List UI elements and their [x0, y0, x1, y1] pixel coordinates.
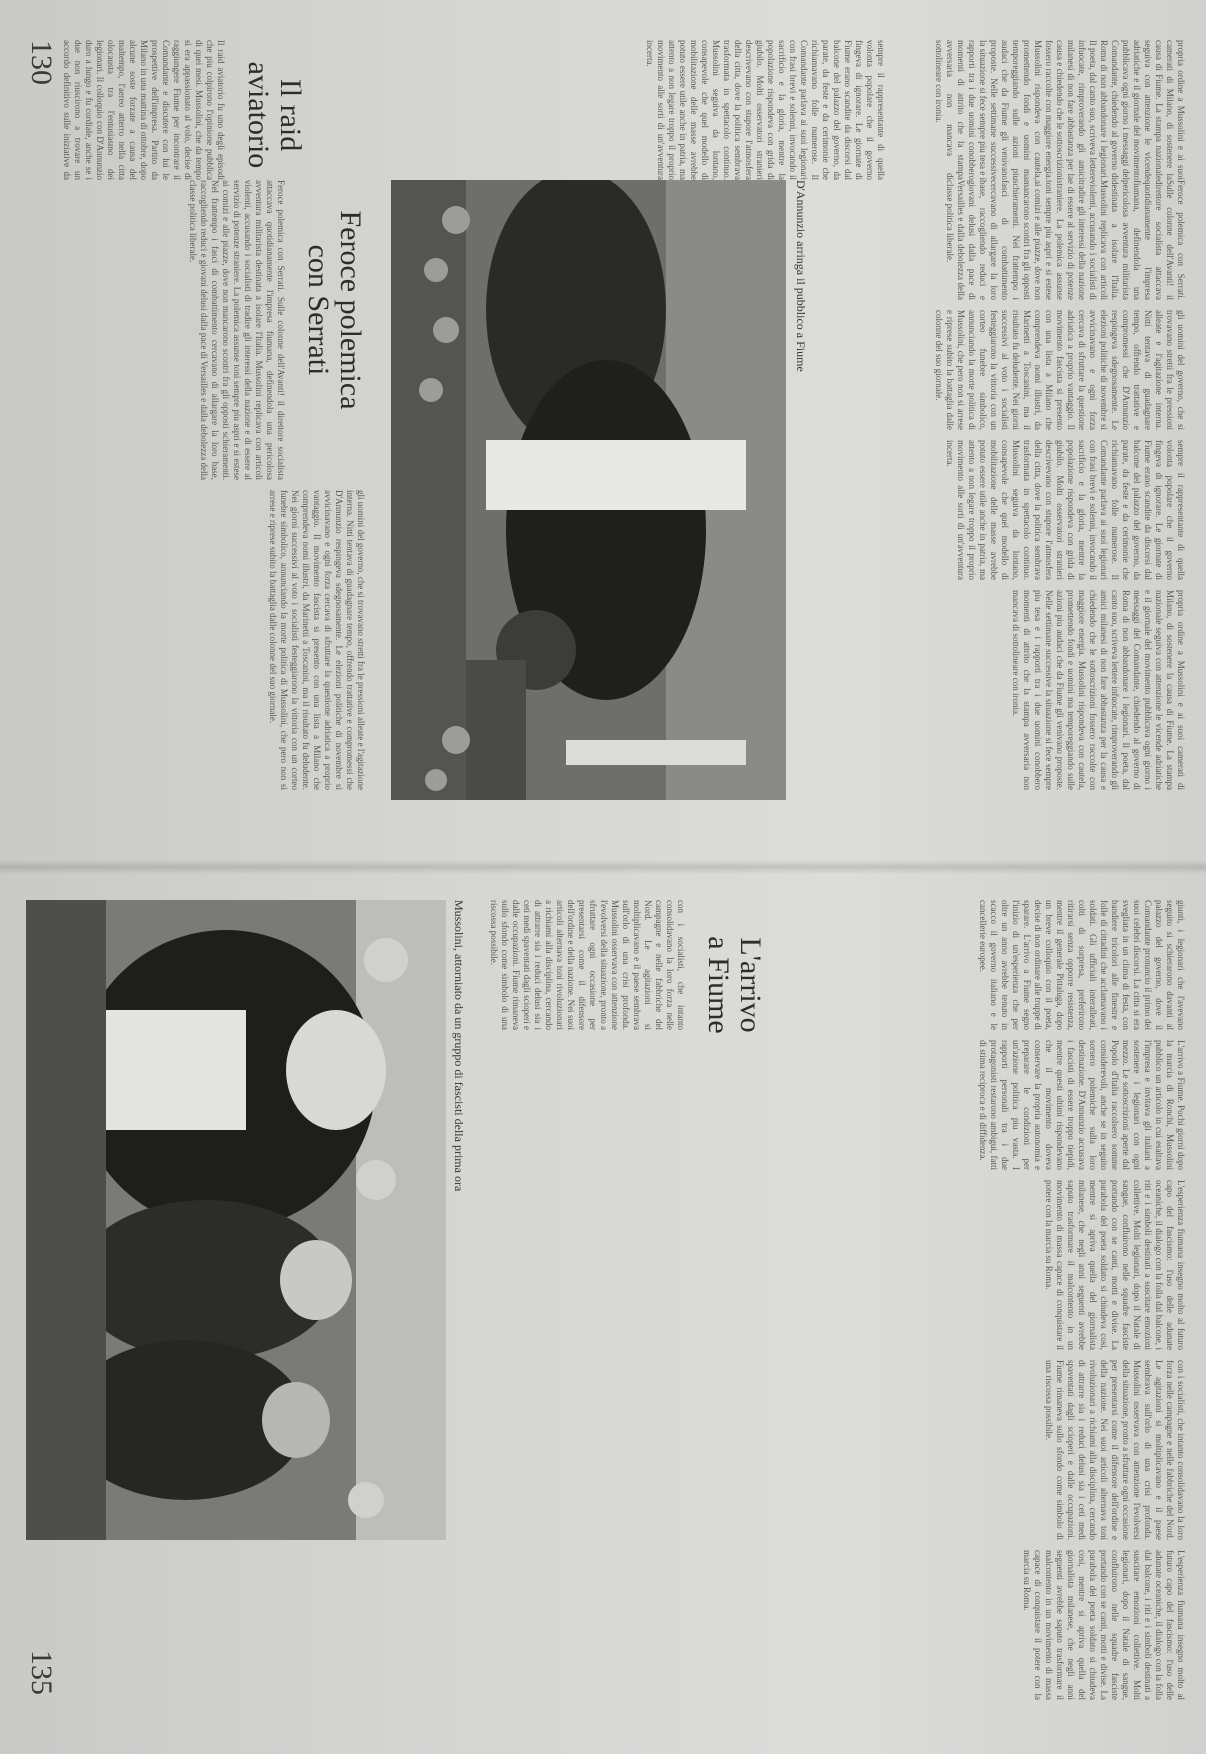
left-column-5: gli uomini del governo, che si trovavano stretti fra le pressioni alleate e l'agitazione interna. Nitti tentava di guadagnare tempo, offrendo trattative e compromessi che D'Annunzio respingeva sdegnosamente. Le elezioni politiche di novembre si avvicinavano e ogni forza cercava di sfruttare la questione adriatica a proprio vantaggio. Il movimento fascista si presento con una lista a Milano che comprendeva nomi illustri, da Marinetti a Toscanini, ma il risultato fu deludente. Nei giorni successivi al voto i socialisti festeggiarono la vittoria con un corteo funebre simbolico, annunciando la morte politica di Mussolini, che pero non si arrese e riprese subito la battaglia dalle colonne del suo giornale. [934, 310, 1186, 430]
left-column-7: propria ordine a Mussolini e ai suoi camerati di Milano, di sostenere la causa di Fiume. La stampa nazionale seguiva con attenzione le vicende adriatiche e il giornale del movimento pubblicava ogni giorno i messaggi del Comandante, chiedendo al governo di Roma di non abbandonare i legionari. Il poeta, dal canto suo, scriveva lettere infuocate, rimproverando gli amici milanesi di non fare abbastanza per la causa e chiedendo che le sottoscrizioni fossero raccolte con maggiore energia. Mussolini rispondeva con cautela, promettendo fondi e uomini ma temporeggiando sulle azioni piu audaci che da Fiume gli venivano proposte. Nelle settimane successive la situazione si fece sempre piu tesa e i rapporti tra i due uomini conobbero momenti di attrito che la stampa avversaria non mancava di sottolineare con ironia. [1011, 590, 1186, 790]
mussolini-group-photo [26, 900, 446, 1540]
mussolini-group-photo-image [26, 900, 446, 1540]
mussolini-photo-caption: Mussolini, attorniato da un gruppo di fascisti della prima ora [452, 900, 466, 1192]
page-gutter [0, 860, 1206, 874]
left-column-1: propria ordine a Mussolini e ai suoi camerati di Milano, di sostenere la causa di Fiume. La stampa nazionale seguiva con attenzione le vicende adriatiche e il giornale del movimento pubblicava ogni giorno i messaggi del Comandante, chiedendo al governo di Roma di non abbandonare i legionari. Il poeta, dal canto suo, scriveva lettere infuocate, rimproverando gli amici milanesi di non fare abbastanza per la causa e chiedendo che le sottoscrizioni fossero raccolte con maggiore energia. Mussolini rispondeva con cautela, promettendo fondi e uomini ma temporeggiando sulle azioni piu audaci che da Fiume gli venivano proposte. Nelle settimane successive la situazione si fece sempre piu tesa e i rapporti tra i due uomini conobbero momenti di attrito che la stampa avversaria non mancava di sottolineare con ironia. [934, 40, 1186, 180]
headline-raid-text: Il raid aviatorio [242, 61, 307, 169]
left-column-3: sempre il rappresentante di quella volonta popolare che il governo fingeva di ignorare. Le giornate di Fiume erano scandite da discorsi dal balcone del palazzo del governo, da parate, da feste e da cerimonie che richiamavano folle numerose. Il Comandante parlava ai suoi legionari con frasi brevi e solenni, invocando il sacrificio e la gloria, mentre la popolazione rispondeva con grida di giubilo. Molti osservatori stranieri descrivevano con stupore l'atmosfera della citta, dove la politica sembrava trasformata in spettacolo continuo. Mussolini seguiva da lontano, consapevole che quel modello di mobilitazione delle masse avrebbe potuto essere utile anche in patria, ma attento a non legare troppo il proprio movimento alle sorti di un'avventura incerta. [645, 40, 886, 180]
left-column-9: gli uomini del governo, che si trovavano stretti fra le pressioni alleate e l'agitazione interna. Nitti tentava di guadagnare tempo, offrendo trattative e compromessi che D'Annunzio respingeva sdegnosamente. Le elezioni politiche di novembre si avvicinavano e ogni forza cercava di sfruttare la questione adriatica a proprio vantaggio. Il movimento fascista si presento con una lista a Milano che comprendeva nomi illustri, da Marinetti a Toscanini, ma il risultato fu deludente. Nei giorni successivi al voto i socialisti festeggiarono la vittoria con un corteo funebre simbolico, annunciando la morte politica di Mussolini, che pero non si arrese e riprese subito la battaglia dalle colonne del suo giornale. [268, 490, 366, 790]
left-headline-serrati [303, 180, 366, 440]
right-column-5: con i socialisti, che intanto consolidavano la loro forza nelle campagne e nelle fabbriche del Nord. Le agitazioni si moltiplicavano e il paese sembrava sull'orlo di una crisi profonda. Mussolini osservava con attenzione l'evolversi della situazione, pronto a sfruttare ogni occasione per presentarsi come il difensore dell'ordine e della nazione. Nei suoi articoli alternava toni rivoluzionari a richiami alla disciplina, cercando di attrarre sia i reduci delusi sia i ceti medi spaventati dagli scioperi e dalle occupazioni. Fiume rimaneva sullo sfondo come simbolo di una riscossa possibile. [1044, 1360, 1186, 1540]
right-column-4: L'esperienza fiumana insegno molto al futuro capo del fascismo: l'uso delle adunate oceaniche, il dialogo con la folla dal balcone, i riti e i simboli destinati a suscitare emozioni collettive. Molti legionari, dopo il Natale di sangue, confluirono nelle squadre fasciste portando con se canti, motti e divise. La parabola del poeta soldato si chiudeva cosi, mentre si apriva quella del giornalista milanese, che negli anni seguenti avrebbe saputo trasformare il malcontento in un movimento di massa capace di conquistare il potere con la marcia su Roma. [1044, 1180, 1186, 1350]
left-column-2: Il raid aviatorio fu uno degli episodi che piu colpirono l'opinione pubblica di quei mesi. Mussolini, che da tempo si era appassionato al volo, decise di raggiungere Fiume per incontrare il Comandante e discutere con lui le prospettive dell'impresa. Partito da Milano in una mattina di ottobre, dopo alcune soste forzate a causa del maltempo, l'aereo atterro nella citta olocausta tra l'entusiasmo dei legionari. Il colloquio con D'Annunzio duro a lungo e fu cordiale, anche se i due non riuscirono a trovare un accordo definitivo sulle iniziative da [62, 40, 226, 180]
right-column-2: L'arrivo a Fiume. Pochi giorni dopo la marcia di Ronchi, Mussolini pubblico un articolo in cui esaltava l'impresa e invitava gli italiani a sostenere i legionari con ogni mezzo. Le sottoscrizioni aperte dal Popolo d'Italia raccolsero somme considerevoli, anche se in seguito sorsero polemiche sulla loro destinazione. D'Annunzio accusava i fascisti di essere troppo tiepidi, mentre questi ultimi rispondevano che il movimento doveva conservare la propria autonomia e preparare le condizioni per un'azione politica piu vasta. I rapporti personali tra i due protagonisti restarono ambigui, fatti di stima reciproca e di diffidenza. [978, 1040, 1186, 1170]
dannunzio-photo-caption: D'Annunzio arringa il pubblico a Fiume [794, 180, 808, 372]
right-page-number: 135 [25, 1650, 58, 1695]
left-column-8: Feroce polemica con Serrati. Sulle colonne dell'Avanti! il direttore socialista attaccava quotidianamente l'impresa fiumana, definendola una pericolosa avventura militarista destinata a isolare l'Italia. Mussolini replicava con articoli violenti, accusando i socialisti di tradire gli interessi della nazione e di essere al servizio di potenze straniere. La polemica assunse toni sempre piu aspri e si estese ai comizi e alle piazze, dove non mancarono scontri fra gli opposti schieramenti. Nel frattempo i fasci di combattimento cercavano di allargare la loro base, raccogliendo reduci e giovani delusi dalla pace di Versailles e dalla debolezza della classe politica liberale. [188, 180, 286, 480]
right-column-6: L'esperienza fiumana insegno molto al futuro capo del fascismo: l'uso delle adunate oceaniche, il dialogo con la folla dal balcone, i riti e i simboli destinati a suscitare emozioni collettive. Molti legionari, dopo il Natale di sangue, confluirono nelle squadre fasciste portando con se canti, motti e divise. La parabola del poeta soldato si chiudeva cosi, mentre si apriva quella del giornalista milanese, che negli anni seguenti avrebbe saputo trasformare il malcontento in un movimento di massa capace di conquistare il potere con la marcia su Roma. [1022, 1550, 1186, 1700]
headline-arrivo-text: L'arrivo a Fiume [702, 936, 767, 1034]
headline-serrati-text: Feroce polemica con Serrati [302, 210, 367, 410]
left-headline-raid [243, 40, 306, 190]
left-page-number: 130 [25, 40, 58, 85]
dannunzio-photo-image [391, 180, 786, 800]
left-column-6: sempre il rappresentante di quella volonta popolare che il governo fingeva di ignorare. Le giornate di Fiume erano scandite da discorsi dal balcone del palazzo del governo, da parate, da feste e da cerimonie che richiamavano folle numerose. Il Comandante parlava ai suoi legionari con frasi brevi e solenni, invocando il sacrificio e la gloria, mentre la popolazione rispondeva con grida di giubilo. Molti osservatori stranieri descrivevano con stupore l'atmosfera della citta, dove la politica sembrava trasformata in spettacolo continuo. Mussolini seguiva da lontano, consapevole che quel modello di mobilitazione delle masse avrebbe potuto essere utile anche in patria, ma attento a non legare troppo il proprio movimento alle sorti di un'avventura incerta. [945, 440, 1186, 580]
dannunzio-photo [391, 180, 786, 800]
right-column-3: con i socialisti, che intanto consolidavano la loro forza nelle campagne e nelle fabbriche del Nord. Le agitazioni si moltiplicavano e il paese sembrava sull'orlo di una crisi profonda. Mussolini osservava con attenzione l'evolversi della situazione, pronto a sfruttare ogni occasione per presentarsi come il difensore dell'ordine e della nazione. Nei suoi articoli alternava toni rivoluzionari a richiami alla disciplina, cercando di attrarre sia i reduci delusi sia i ceti medi spaventati dagli scioperi e dalle occupazioni. Fiume rimaneva sullo sfondo come simbolo di una riscossa possibile. [489, 900, 686, 1030]
left-column-4: Feroce polemica con Serrati. Sulle colonne dell'Avanti! il direttore socialista attaccava quotidianamente l'impresa fiumana, definendola una pericolosa avventura militarista destinata a isolare l'Italia. Mussolini replicava con articoli violenti, accusando i socialisti di tradire gli interessi della nazione e di essere al servizio di potenze straniere. La polemica assunse toni sempre piu aspri e si estese ai comizi e alle piazze, dove non mancarono scontri fra gli opposti schieramenti. Nel frattempo i fasci di combattimento cercavano di allargare la loro base, raccogliendo reduci e giovani delusi dalla pace di Versailles e dalla debolezza della classe politica liberale. [945, 180, 1186, 300]
right-column-1: giunti, i legionari che l'avevano seguito si schierarono davanti al palazzo del governo, dove il Comandante pronuncio il primo dei suoi celebri discorsi. La citta si era svegliata in un clima di festa, con bandiere tricolori alle finestre e folle di cittadini che acclamavano i soldati. Gli ufficiali interalleati, colti di sorpresa, preferirono ritirarsi senza opporre resistenza, mentre il generale Pittaluga, dopo un breve colloquio con il poeta, decise di non ordinare alle truppe di sparare. L'arrivo a Fiume segno l'inizio di un'esperienza che per oltre un anno avrebbe tenuto in scacco il governo italiano e le cancellerie europee. [978, 900, 1186, 1030]
